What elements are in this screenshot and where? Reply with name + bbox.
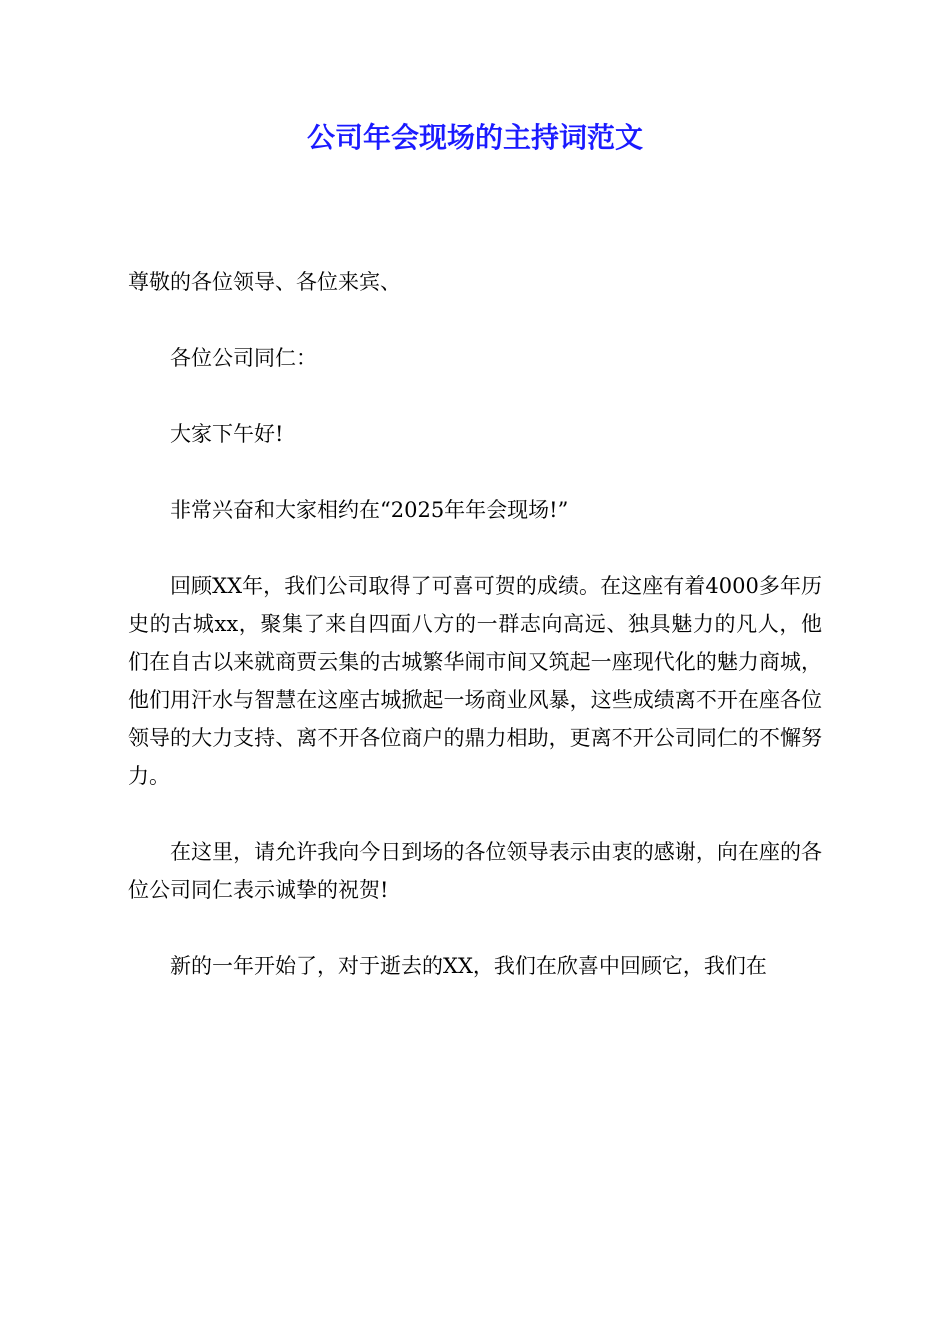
document-title: 公司年会现场的主持词范文 <box>306 121 643 154</box>
salutation-line-2: 各位公司同仁： <box>170 346 317 370</box>
review-paragraph: 回顾XX年，我们公司取得了可喜可贺的成绩。在这座有着4000多年历史的古城xx，聚集了来自四面八方的一群志向高远、独具魅力的凡人，他们在自古以来就商贾云集的古城繁华闹市间又筑起一座现代化的魅力商城，他们用汗水与智慧在这座古城掀起一场商业风暴，这些成绩离不开在座各位领导的大力支持、离不开各位商户的鼎力相助，更离不开公司同仁的不懈努力。 <box>128 574 822 788</box>
opening-paragraph: 非常兴奋和大家相约在“2025年年会现场!” <box>170 498 569 522</box>
thanks-paragraph: 在这里，请允许我向今日到场的各位领导表示由衷的感谢，向在座的各位公司同仁表示诚挚的祝贺! <box>128 840 822 902</box>
salutation-line: 尊敬的各位领导、各位来宾、 <box>128 270 401 294</box>
greeting-paragraph: 大家下午好! <box>170 422 284 446</box>
document-body <box>128 263 822 1023</box>
new-year-paragraph: 新的一年开始了，对于逝去的XX，我们在欣喜中回顾它，我们在 <box>170 954 767 978</box>
